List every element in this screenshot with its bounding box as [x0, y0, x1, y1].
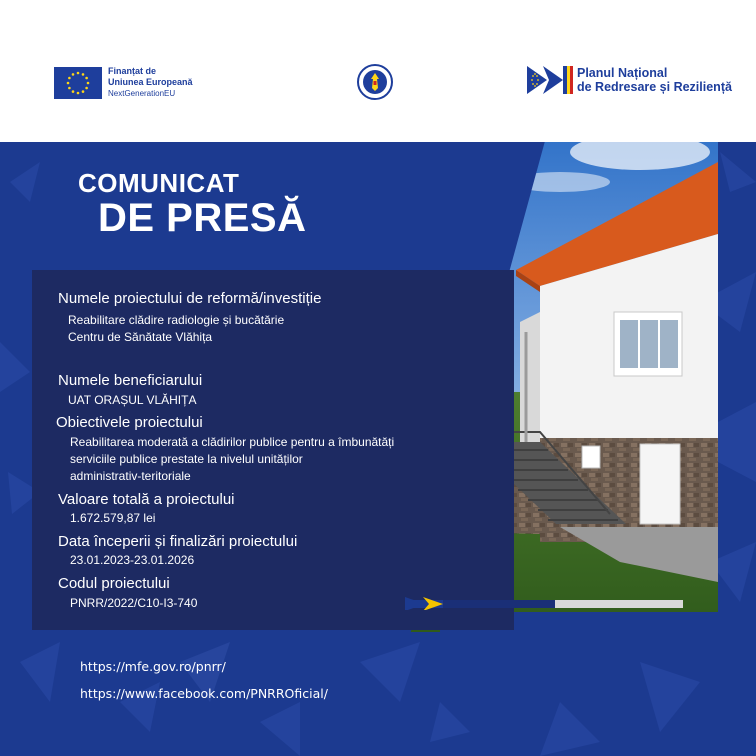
title-line-1: COMUNICAT: [78, 168, 240, 198]
objectives-value-3: administrativ-teritoriale: [70, 469, 191, 483]
eu-logo: [54, 66, 193, 99]
project-name-value-2: Centru de Sănătate Vlăhița: [68, 330, 213, 344]
eu-line-1: Finanțat de: [108, 66, 157, 76]
project-code-value: PNRR/2022/C10-I3-740: [70, 596, 198, 610]
project-code-label: Codul proiectului: [58, 575, 170, 592]
pnrr-line-1: Planul Național: [577, 66, 668, 80]
total-value-label: Valoare totală a proiectului: [58, 491, 235, 508]
total-value: 1.672.579,87 lei: [70, 511, 156, 525]
title-line-2: DE PRESĂ: [98, 196, 307, 240]
eu-funding-text: [108, 66, 193, 99]
facebook-link[interactable]: https://www.facebook.com/PNRROficial/: [80, 686, 328, 701]
government-seal-icon: [357, 64, 393, 100]
project-name-label: Numele proiectului de reformă/investiție: [58, 290, 322, 307]
pnrr-mark-icon: [527, 66, 573, 94]
beneficiary-label: Numele beneficiarului: [58, 372, 203, 389]
pnrr-logo: [527, 66, 732, 94]
website-link[interactable]: https://mfe.gov.ro/pnrr/: [80, 659, 226, 674]
objectives-value-2: serviciile publice prestate la nivelul unităților: [70, 452, 303, 466]
objectives-label: Obiectivele proiectului: [56, 414, 203, 431]
header: [0, 0, 756, 142]
eu-line-2: Uniunea Europeană: [108, 77, 193, 87]
project-name-value-1: Reabilitare clădire radiologie și bucătărie: [68, 313, 285, 327]
dates-label: Data începerii și finalizări proiectului: [58, 533, 298, 550]
beneficiary-value: UAT ORAȘUL VLĂHIȚA: [68, 393, 197, 407]
eu-flag-icon: [54, 67, 102, 99]
objectives-value-1: Reabilitarea moderată a clădirilor publice pentru a îmbunătăți: [70, 435, 395, 449]
dates-value: 23.01.2023-23.01.2026: [70, 553, 195, 567]
project-info-panel: [32, 270, 514, 630]
pnrr-line-2: de Redresare și Reziliență: [577, 80, 732, 94]
decorative-progress-bar: [405, 597, 683, 610]
pnrr-text: [577, 66, 732, 94]
eu-line-3: NextGenerationEU: [108, 89, 176, 98]
